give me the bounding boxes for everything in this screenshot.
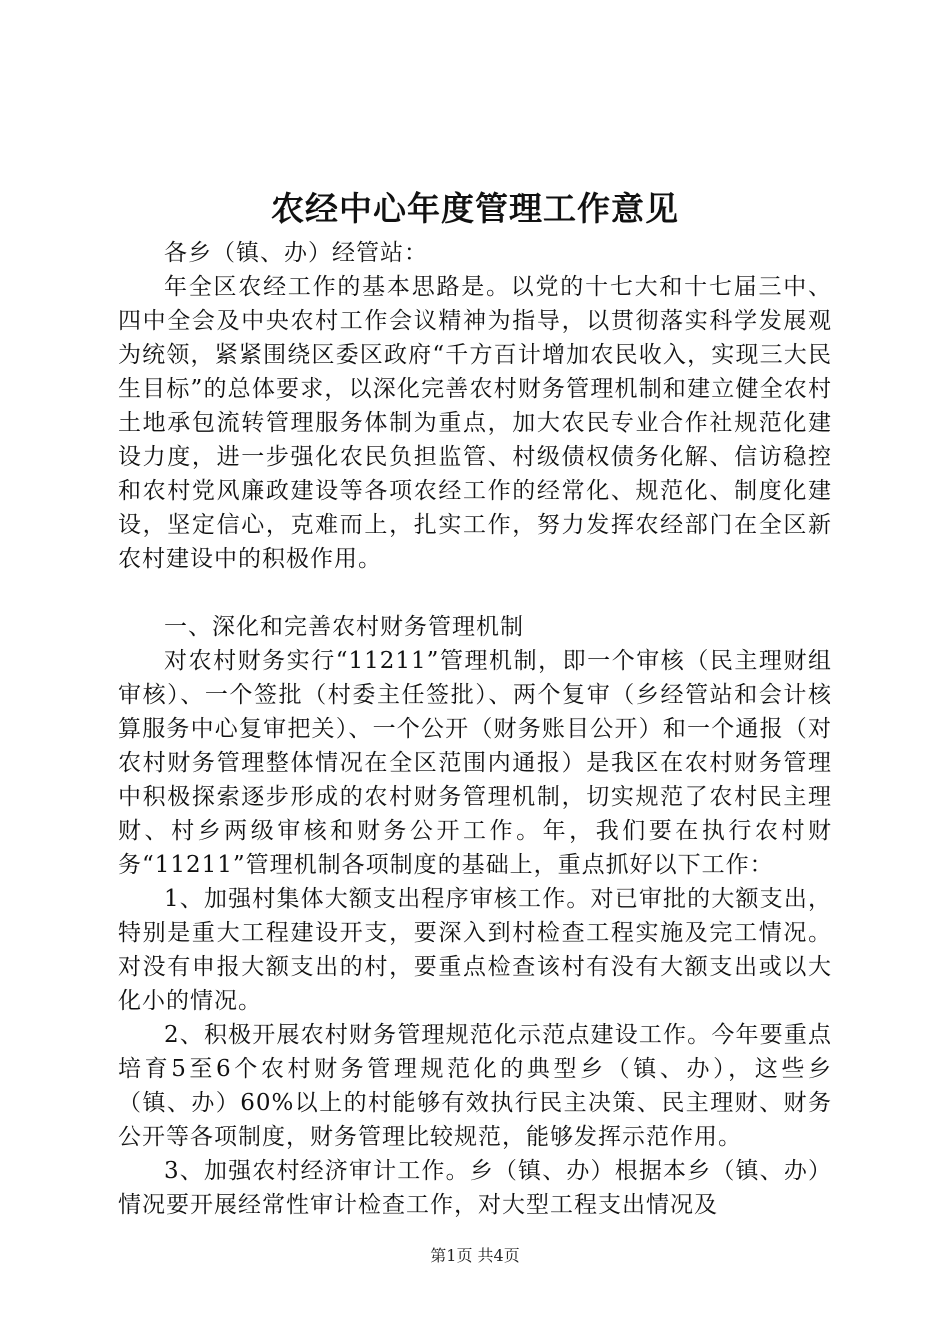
page-footer: 第1页 共4页 xyxy=(430,1246,520,1265)
document-body xyxy=(118,236,832,1222)
list-item-1: 1、加强村集体大额支出程序审核工作。对已审批的大额支出，特别是重大工程建设开支，要深入到村检查工程实施及完工情况。对没有申报大额支出的村，要重点检查该村有没有大额支出或以大化小的情况。 xyxy=(118,886,832,1014)
paragraph-mechanism: 对农村财务实行“11211”管理机制，即一个审核（民主理财组审核）、一个签批（村委主任签批）、两个复审（乡经管站和会计核算服务中心复审把关）、一个公开（财务账目公开）和一个通报（对农村财务管理整体情况在全区范围内通报）是我区在农村财务管理中积极探索逐步形成的农村财务管理机制，切实规范了农村民主理财、村乡两级审核和财务公开工作。年，我们要在执行农村财务“11211”管理机制各项制度的基础上，重点抓好以下工作： xyxy=(118,648,832,878)
section-heading: 一、深化和完善农村财务管理机制 xyxy=(164,614,524,640)
salutation: 各乡（镇、办）经管站： xyxy=(164,240,428,266)
list-item-2: 2、积极开展农村财务管理规范化示范点建设工作。今年要重点培育5至6个农村财务管理规范化的典型乡（镇、办），这些乡（镇、办）60%以上的村能够有效执行民主决策、民主理财、财务公开等各项制度，财务管理比较规范，能够发挥示范作用。 xyxy=(118,1022,832,1150)
list-item-3: 3、加强农村经济审计工作。乡（镇、办）根据本乡（镇、办）情况要开展经常性审计检查工作，对大型工程支出情况及 xyxy=(118,1158,832,1218)
document-title: 农经中心年度管理工作意见 xyxy=(271,189,679,228)
paragraph-intro: 年全区农经工作的基本思路是。以党的十七大和十七届三中、四中全会及中央农村工作会议精神为指导，以贯彻落实科学发展观为统领，紧紧围绕区委区政府“千方百计增加农民收入，实现三大民生目标”的总体要求，以深化完善农村财务管理机制和建立健全农村土地承包流转管理服务体制为重点，加大农民专业合作社规范化建设力度，进一步强化农民负担监管、村级债权债务化解、信访稳控和农村党风廉政建设等各项农经工作的经常化、规范化、制度化建设，坚定信心，克难而上，扎实工作，努力发挥农经部门在全区新农村建设中的积极作用。 xyxy=(118,274,832,572)
